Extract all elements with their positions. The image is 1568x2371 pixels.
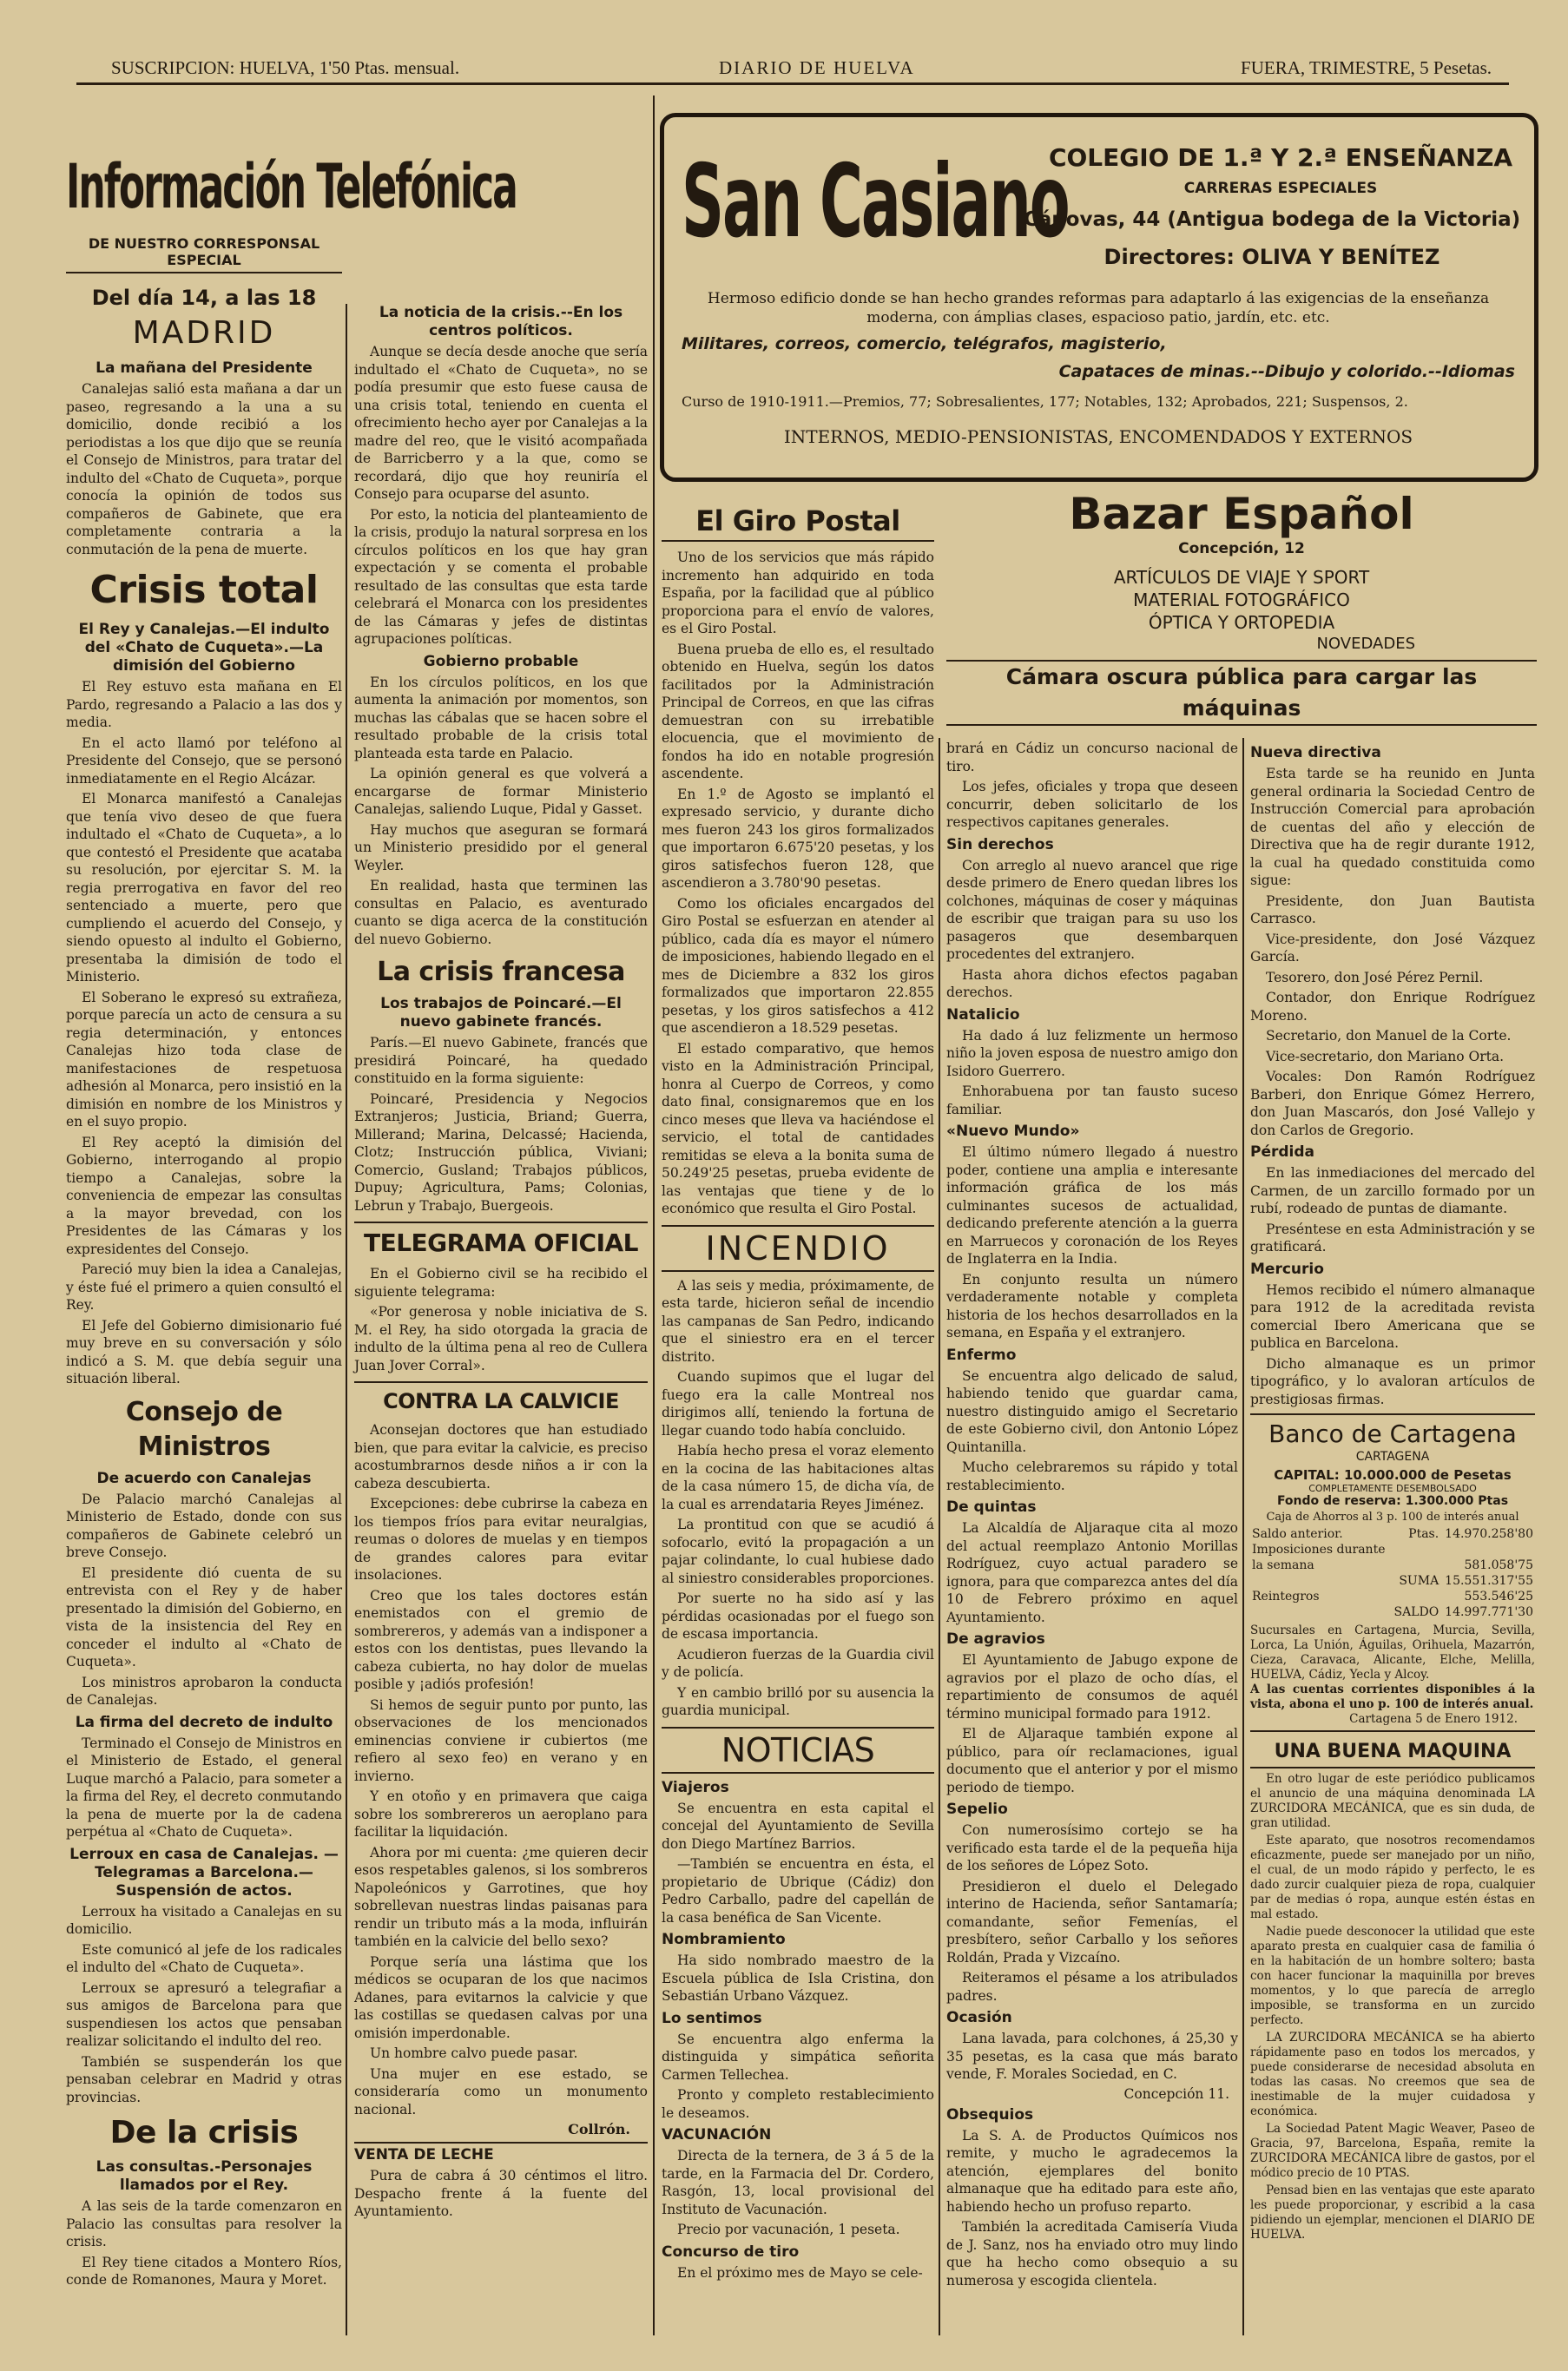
paragraph: Ha sido nombrado maestro de la Escuela pública de Isla Cristina, don Sebastián Urbano Vázquez. (662, 1953, 934, 2004)
ad-line: INTERNOS, MEDIO-PENSIONISTAS, ENCOMENDADOS Y EXTERNOS (783, 426, 1413, 447)
paragraph: La Alcaldía de Aljaraque cita al mozo del actual reemplazo Antonio Morillas Rodríguez, cuyo actual paradero se ignora, para que comparezca antes del día 10 de Febrero próximo en aquel Ayuntamiento. (946, 1520, 1238, 1625)
paragraph: Se encuentra algo enferma la distinguida y simpática señorita Carmen Tellechea. (662, 2031, 934, 2083)
balance-row (1250, 1526, 1535, 1542)
balance-label: Reintegros (1252, 1590, 1320, 1604)
paragraph: Los ministros aprobaron la conducta de Canalejas. (66, 1674, 342, 1708)
paragraph: Por suerte no ha sido así y las pérdidas ocasionadas por el fuego son de escasa importancia. (662, 1591, 934, 1642)
ad-line: Curso de 1910-1911.—Premios, 77; Sobresalientes, 177; Notables, 132; Aprobados, 221; Suspensos, 2. (682, 393, 1408, 410)
paragraph: Nadie puede desconocer la utilidad que este aparato presta en cualquier casa de familia ó en la habitación de un hombre soltero; basta con hacer funcionar la maquinilla por breves momentos, y lo que parecía de arreglo imposible, se transforma en un zurcido perfecto. (1250, 1925, 1535, 2027)
balance-row (1250, 1589, 1535, 1604)
headline: Consejo de Ministros (125, 1396, 283, 1462)
headline: TELEGRAMA OFICIAL (354, 1222, 648, 1260)
paragraph: En conjunto resulta un número verdaderamente notable y completa historia de los hechos desarrollados en la semana, en España y el extranjero. (946, 1271, 1238, 1340)
ad-title: Banco de Cartagena (1268, 1419, 1517, 1448)
paragraph: «Por generosa y noble iniciativa de S. M. el Rey, ha sido otorgada la gracia de indulto de la última pena al reo de Cullera Juan Jover Corral». (354, 1304, 648, 1373)
paragraph: Lerroux ha visitado a Canalejas en su domicilio. (66, 1903, 342, 1937)
paper-name: DIARIO DE HUELVA (719, 57, 915, 78)
ad-line: A las cuentas corrientes disponibles á la vista, abona el uno p. 100 de interés anual. (1250, 1683, 1535, 1711)
paragraph: El Rey estuvo esta mañana en El Pardo, regresando a Palacio a las dos y media. (66, 679, 342, 730)
paragraph: Tesorero, don José Pérez Pernil. (1266, 969, 1484, 985)
subheading: Ocasión (946, 2009, 1012, 2026)
paragraph: Vice-presidente, don José Vázquez García. (1250, 931, 1535, 965)
column-rule (939, 738, 940, 2335)
paragraph: De Palacio marchó Canalejas al Ministerio de Estado, donde con sus compañeros de Gabinete celebró un breve Consejo. (66, 1491, 342, 1560)
column-5 (1250, 740, 1535, 2340)
subheading: Mercurio (1250, 1260, 1324, 1278)
section-title: Información Telefónica (66, 152, 517, 223)
ad-line: COMPLETAMENTE DESEMBOLSADO (1308, 1483, 1477, 1494)
paragraph: Poincaré, Presidencia y Negocios Extranjeros; Justicia, Briand; Guerra, Millerand; Marina, Delcassé; Hacienda, Clotz; Instrucción pública, Viviani; Comercio, Gusland; Trabajos públicos, Dupuy; Agricultura, Pams; Colonias, Lebrun y Trabajo, Buergeois. (354, 1090, 648, 1214)
paragraph: Vice-secretario, don Mariano Orta. (1266, 1048, 1505, 1064)
subscription-outside: FUERA, TRIMESTRE, 5 Pesetas. (1241, 57, 1492, 78)
subheading: Enfermo (946, 1346, 1017, 1364)
subheading: Las consultas.-Personajes llamados por el Rey. (96, 2158, 313, 2194)
paragraph: Si hemos de seguir punto por punto, las observaciones de los mencionados eminencias conviene ir cubiertos (me refiero al sexo feo) en verano y en invierno. (354, 1696, 648, 1784)
paragraph: Presidente, don Juan Bautista Carrasco. (1250, 892, 1535, 926)
balance-value: 581.058'75 (1464, 1558, 1533, 1572)
column-4 (946, 740, 1238, 2340)
paragraph: A las seis y media, próximamente, de esta tarde, hicieron señal de incendio las campanas de San Pedro, indicando que el siniestro era en el tercer distrito. (662, 1277, 934, 1365)
balance-row (1250, 1604, 1535, 1620)
paragraph: Acudieron fuerzas de la Guardia civil y de policía. (662, 1646, 934, 1680)
paragraph: Pura de cabra á 30 céntimos el litro. Despacho frente á la fuente del Ayuntamiento. (354, 2168, 648, 2219)
paragraph: Creo que los tales doctores están enemistados con el gremio de sombrereros, y además van a indisponer a estos con los dentistas, pues llevando la cabeza cubierta, no hay dolor de muelas posible y ¡adiós profesión! (354, 1587, 648, 1692)
subheading: Lerroux en casa de Canalejas. —Telegramas a Barcelona.— Suspensión de actos. (69, 1845, 339, 1900)
subheading: Viajeros (662, 1778, 729, 1796)
paragraph: Lana lavada, para colchones, á 25,30 y 35 pesetas, es la casa que más barato vende, F. Morales Sociedad, en C. (946, 2031, 1238, 2082)
paragraph: Terminado el Consejo de Ministros en el Ministerio de Estado, el general Luque marchó a Palacio, para someter a la firma del Rey, el decreto conmutando la pena de muerte por la de cadena perpétua al «Chato de Cuqueta». (66, 1735, 342, 1840)
paragraph: En el Gobierno civil se ha recibido el siguiente telegrama: (354, 1266, 648, 1300)
balance-row (1250, 1573, 1535, 1589)
subheading: De acuerdo con Canalejas (96, 1469, 312, 1487)
paragraph: Enhorabuena por tan fausto suceso familiar. (946, 1083, 1238, 1117)
paragraph: Vocales: Don Ramón Rodríguez Barberi, don Enrique Gómez Herrero, don Juan Mascarós, don José Vallejo y don Carlos de Gregorio. (1250, 1069, 1535, 1138)
paragraph: En otro lugar de este periódico publicamos el anuncio de una máquina denominada LA ZURCIDORA MECÁNICA, que es sin duda, de gran utilidad. (1250, 1772, 1535, 1830)
balance-value: 14.970.258'80 (1445, 1527, 1533, 1541)
paragraph: Los jefes, oficiales y tropa que deseen concurrir, deben solicitarlo de los respectivos capitanes generales. (946, 779, 1238, 830)
ad-line: Cartagena 5 de Enero 1912. (1349, 1712, 1518, 1726)
subheading: Nombramiento (662, 1931, 786, 1948)
paragraph: Pensad bien en las ventajas que este aparato les puede proporcionar, y escribid a la casa pidiendo un ejemplar, mencionen el DIARIO DE HUELVA. (1250, 2183, 1535, 2242)
signature: Collrón. (568, 2121, 630, 2137)
ad-line: ARTÍCULOS DE VIAJE Y SPORT (1113, 567, 1370, 588)
paragraph: Preséntese en esta Administración y se gratificará. (1250, 1221, 1535, 1255)
subheading: Gobierno probable (423, 652, 579, 670)
paragraph: También la acreditada Camisería Viuda de J. Sanz, nos ha enviado otro muy lindo que ha hecho como obsequio a su numerosa y escogida clientela. (946, 2219, 1238, 2289)
paragraph: Hasta ahora dichos efectos pagaban derechos. (946, 966, 1238, 1000)
ad-line: Capataces de minas.--Dibujo y colorido.--Idiomas (1058, 362, 1515, 381)
paragraph: Mucho celebraremos su rápido y total restablecimiento. (946, 1459, 1238, 1493)
paragraph: París.—El nuevo Gabinete, francés que presidirá Poincaré, ha quedado constituido en la forma siguiente: (354, 1035, 648, 1086)
paragraph: Ahora por mi cuenta: ¿me quieren decir esos respetables galenos, si los sombreros Napoleónicos y Garrotines, que hoy sobrellevan nuestras lindas paisanas para rendir un tributo más a la moda, influirán también en la calvicie del bello sexo? (354, 1844, 648, 1949)
headline: La crisis francesa (377, 957, 625, 987)
balance-row (1250, 1558, 1535, 1573)
column-2 (354, 300, 648, 2340)
paragraph: Aconsejan doctores que han estudiado bien, que para evitar la calvicie, es preciso acostumbrarnos desde niños a ir con la cabeza descubierta. (354, 1422, 648, 1492)
ad-bazar-espanol (946, 488, 1537, 733)
ad-banco-cartagena (1250, 1413, 1535, 1732)
subheading: La firma del decreto de indulto (75, 1713, 333, 1731)
subheading: Nueva directiva (1250, 744, 1381, 761)
column-rule (1242, 738, 1244, 2335)
balance-unit (1391, 1542, 1440, 1558)
paragraph: El Rey tiene citados a Montero Ríos, conde de Romanones, Maura y Moret. (66, 2254, 342, 2288)
balance-unit (1391, 1558, 1440, 1573)
paragraph: Hay muchos que aseguran se formará un Ministerio presidido por el general Weyler. (354, 821, 648, 873)
subheading: De quintas (946, 1498, 1037, 1516)
paragraph: Reiteramos el pésame a los atribulados padres. (946, 1970, 1238, 2004)
subheading: El Rey y Canalejas.—El indulto del «Chato de Cuqueta».—La dimisión del Gobierno (78, 621, 330, 675)
subheading: Obsequios (946, 2105, 1034, 2124)
paragraph: Y en cambio brilló por su ausencia la guardia municipal. (662, 1684, 934, 1718)
paragraph: El presidente dió cuenta de su entrevista con el Rey y de haber presentado la dimisión del Gobierno, en vista de la insistencia del Rey en conceder el indulto al «Chato de Cuqueta». (66, 1564, 342, 1670)
paragraph: Este aparato, que nosotros recomendamos eficazmente, puede ser manejado por un niño, el cual, de un modo rápido y perfecto, le es dado zurcir cualquier pieza de ropa, cualquier par de medias ó ropa, aunque estén éstas en mal estado. (1250, 1834, 1535, 1921)
subheading: Concurso de tiro (662, 2243, 800, 2261)
paragraph: Directa de la ternera, de 3 á 5 de la tarde, en la Farmacia del Dr. Cordero, Rasgón, 13, local provisional del Instituto de Vacunación. (662, 2148, 934, 2217)
balance-label: la semana (1252, 1558, 1314, 1572)
paragraph: A las seis de la tarde comenzaron en Palacio las consultas para resolver la crisis. (66, 2198, 342, 2249)
ad-line: Caja de Ahorros al 3 p. 100 de interés anual (1266, 1511, 1519, 1524)
paragraph: Por esto, la noticia del planteamiento de la crisis, produjo la natural sorpresa en los círculos políticos en los que hay gran expectación y se comenta el probable resultado de las consultas que esta tarde celebrará el Monarca con los presidentes de las Cámaras y jefes de distintas agrupaciones políticas. (354, 506, 648, 647)
ad-line: COLEGIO DE 1.ª Y 2.ª ENSEÑANZA (1048, 143, 1513, 172)
ad-san-casiano (660, 113, 1538, 482)
section-subtitle: DE NUESTRO CORRESPONSAL ESPECIAL (66, 235, 342, 273)
balance-table (1250, 1526, 1535, 1620)
balance-value: 553.546'25 (1464, 1590, 1533, 1604)
subheading: Los trabajos de Poincaré.—El nuevo gabinete francés. (380, 995, 622, 1031)
subheading: VENTA DE LECHE (354, 2142, 648, 2164)
paragraph: Excepciones: debe cubrirse la cabeza en los tiempos fríos para evitar neuralgias, reumas o dolores de muelas y en tiempos de grandes calores para evitar insolaciones. (354, 1496, 648, 1583)
subheading: Lo sentimos (662, 2009, 762, 2027)
paragraph: Y en otoño y en primavera que caiga sobre los sombrereros un aeroplano para facilitar la liquidación. (354, 1788, 648, 1840)
paragraph: La Sociedad Patent Magic Weaver, Paseo de Gracia, 97, Barcelona, España, remite la ZURCIDORA MECÁNICA libre de gastos, por el módico precio de 10 PTAS. (1250, 2122, 1535, 2180)
paragraph: Se encuentra en esta capital el concejal del Ayuntamiento de Sevilla don Diego Martínez Barrios. (662, 1800, 934, 1852)
paragraph: —También se encuentra en ésta, el propietario de Ubrique (Cádiz) don Pedro Carballo, padre del capellán de la casa benéfica de San Vicente. (662, 1856, 934, 1926)
paragraph: En el próximo mes de Mayo se cele- (677, 2264, 923, 2281)
masthead (76, 50, 1509, 85)
paragraph: Lerroux se apresuró a telegrafiar a sus amigos de Barcelona para que suspendiesen los actos que pensaban realizar solicitando el indulto del reo. (66, 1979, 342, 2049)
ad-title: San Casiano (682, 144, 1069, 261)
paragraph: Cuando supimos que el lugar del fuego era la calle Montreal nos dirigimos allí, teniendo la fortuna de llegar cuando todo había concluido. (662, 1369, 934, 1439)
paragraph: En realidad, hasta que terminen las consultas en Palacio, es aventurado cuanto se diga acerca de la constitución del nuevo Gobierno. (354, 878, 648, 947)
balance-unit: Ptas. (1408, 1527, 1440, 1541)
paragraph: Presidieron el duelo el Delegado interino de Hacienda, señor Santamaría; comandante, señor Femenías, el presbítero, señor Carballo y los señores Roldán, Prada y Vizcaíno. (946, 1878, 1238, 1966)
paragraph: Canalejas salió esta mañana a dar un paseo, regresando a la una a su domicilio, donde recibió a los periodistas a los que dijo que se reunía el Consejo de Ministros, para tratar del indulto del «Chato de Cuqueta», porque conocía la opinión de todos sus compañeros de Gabinete, que era completamente contraria a la conmutación de la pena de muerte. (66, 381, 342, 557)
paragraph: También se suspenderán los que pensaban celebrar en Madrid y otras provincias. (66, 2053, 342, 2105)
paragraph: Con numerosísimo cortejo se ha verificado esta tarde el de la pequeña hija de los señores de López Soto. (946, 1822, 1238, 1874)
paragraph: El Jefe del Gobierno dimisionario fué muy breve en su conversación y sólo indicó a S. M. que debía seguir una situación liberal. (66, 1317, 342, 1386)
column-rule (346, 304, 347, 2335)
headline: Crisis total (89, 568, 319, 612)
ad-line: CARRERAS ESPECIALES (1183, 180, 1378, 197)
address-line: Concepción 11. (1123, 2085, 1229, 2102)
balance-label: Imposiciones durante (1252, 1543, 1386, 1557)
paragraph: El de Aljaraque también expone al público, para oír reclamaciones, igual documento que el anterior y por el mismo periodo de tiempo. (946, 1726, 1238, 1795)
ad-line: Fondo de reserva: 1.300.000 Ptas (1276, 1494, 1509, 1508)
ad-line: ÓPTICA Y ORTOPEDIA (1148, 612, 1335, 633)
subheading: De agravios (946, 1630, 1045, 1648)
paragraph: En los círculos políticos, en los que aumenta la animación por momentos, son muchas las cábalas que se hacen sobre el resultado probable de la crisis total planteada esta tarde en Palacio. (354, 674, 648, 761)
ad-line: Hermoso edificio donde se han hecho grandes reformas para adaptarlo á las exigencias de la enseñanza moderna, con ámplias clases, espacioso patio, jardín, etc. etc. (707, 290, 1490, 326)
paragraph: Aunque se decía desde anoche que sería indultado el «Chato de Cuqueta», no se podía presumir que esto fuese causa de una crisis total, teniendo en cuenta el ofrecimiento hecho ayer por Canalejas a la madre del reo, que le visitó acompañada de Barricberro y a la que, como se recordará, dijo que hoy reuniría el Consejo para ocuparse del asunto. (354, 344, 648, 502)
paragraph: Dicho almanaque es un primor tipográfico, y lo avaloran artículos de prestigiosas firmas. (1250, 1355, 1535, 1407)
paragraph: Una mujer en ese estado, se consideraría como un monumento nacional. (354, 2065, 648, 2117)
paragraph: Se encuentra algo delicado de salud, habiendo tenido que guardar cama, nuestro distinguido amigo el Secretario de este Gobierno civil, don Antonio López Quintanilla. (946, 1367, 1238, 1455)
subheading: Natalicio (946, 1005, 1020, 1024)
ad-line: Directores: OLIVA Y BENÍTEZ (1104, 245, 1440, 269)
dateline: Del día 14, a las 18 (91, 286, 317, 310)
paragraph: Pronto y completo restablecimiento le deseamos. (662, 2087, 934, 2121)
paragraph: El Rey aceptó la dimisión del Gobierno, interrogando al propio tiempo a Canalejas, sobre la conveniencia de empezar las consultas a la mayor brevedad, con los Presidentes de las Cámaras y los expresidentes del Consejo. (66, 1134, 342, 1257)
headline: UNA BUENA MAQUINA (1250, 1737, 1535, 1768)
paragraph: La prontitud con que se acudió á sofocarlo, evitó la propagación a un pajar colindante, lo cual hubiese dado al siniestro considerables proporciones. (662, 1517, 934, 1586)
balance-value: 14.997.771'30 (1445, 1605, 1533, 1619)
ad-line: Sucursales en Cartagena, Murcia, Sevilla, Lorca, La Unión, Águilas, Orihuela, Mazarrón, Cieza, Caravaca, Alicante, Elche, Melilla, HUELVA, Cádiz, Yecla y Alcoy. (1250, 1623, 1535, 1682)
headline: CONTRA LA CALVICIE (354, 1381, 648, 1416)
subscription-local: SUSCRIPCION: HUELVA, 1'50 Ptas. mensual. (111, 57, 460, 78)
headline: El Giro Postal (662, 502, 934, 542)
balance-unit: SALDO (1393, 1605, 1440, 1619)
ad-address: Concepción, 12 (1178, 540, 1305, 557)
paragraph: Contador, don Enrique Rodríguez Moreno. (1250, 990, 1535, 1024)
paragraph: Como los oficiales encargados del Giro Postal se esfuerzan en atender al público, cada día es mayor el número de imposiciones, habiendo llegado en el mes de Diciembre a 832 los giros formalizados que importaron 22.855 pesetas, y los giros satisfechos a 412 que ascendieron a 18.529 pesetas. (662, 895, 934, 1036)
paragraph: El estado comparativo, que hemos visto en la Administración Principal, honra al Cuerpo de Correos, y como dato final, consignaremos que en los cinco meses que lleva va haciéndose el servicio, el total de cantidades remitidas se eleva a la bonita suma de 50.249'25 pesetas, prueba evidente de las ventajas que tiene y de lo económico que resulta el Giro Postal. (662, 1040, 934, 1216)
paragraph: El Ayuntamiento de Jabugo expone de agravios por el plazo de ocho días, el repartimiento de consumos de aquél término municipal formado para 1912. (946, 1652, 1238, 1722)
paragraph: En 1.º de Agosto se implantó el expresado servicio, y durante dicho mes fueron 243 los giros formalizados que importaron 6.675'20 pesetas, y los giros satisfechos fueron 128, que ascendieron a 3.780'90 pesetas. (662, 786, 934, 891)
subheading: Pérdida (1250, 1143, 1315, 1161)
paragraph: La S. A. de Productos Químicos nos remite, y mucho le agradecemos la atención, ejemplares del bonito almanaque que ha editado para este año, habiendo hecho un profuso reparto. (946, 2127, 1238, 2215)
balance-value (1440, 1542, 1535, 1558)
headline: INCENDIO (662, 1225, 934, 1272)
subheading: VACUNACIÓN (662, 2126, 772, 2144)
balance-value: 15.551.317'55 (1445, 1574, 1533, 1588)
paragraph: Ha dado á luz felizmente un hermoso niño la joven esposa de nuestro amigo don Isidoro Guerrero. (946, 1027, 1238, 1079)
paragraph: El último número llegado á nuestro poder, contiene una amplia e interesante información gráfica de los más culminantes sucesos de actualidad, dedicando preferente atención a la guerra en Marruecos y coronación de los Reyes de Inglaterra en la India. (946, 1144, 1238, 1267)
headline: NOTICIAS (662, 1727, 934, 1774)
paragraph: En el acto llamó por teléfono al Presidente del Consejo, que se personó inmediatamente en el Regio Alcázar. (66, 734, 342, 787)
column-rule (653, 95, 655, 2335)
subheading: «Nuevo Mundo» (946, 1123, 1080, 1140)
paragraph: El Monarca manifestó a Canalejas que tenía vivo deseo de que fuera indultado el «Chato de Cuqueta», a lo que contestó el Presidente que acataba su resolución, por ejercitar S. M. la regia prerrogativa en favor del reo sentenciado a muerte, pero que cumpliendo el acuerdo del Consejo, y siendo opuesto al indulto el Gobierno, presentaba la dimisión de todo el Ministerio. (66, 791, 342, 985)
balance-label: Saldo anterior. (1252, 1527, 1343, 1541)
paragraph: La opinión general es que volverá a encargarse de formar Ministerio Canalejas, saliendo Luque, Pidal y Gasset. (354, 766, 648, 817)
paragraph: Este comunicó al jefe de los radicales el indulto del «Chato de Cuqueta». (66, 1941, 342, 1975)
city: MADRID (132, 315, 276, 351)
paragraph: Había hecho presa el voraz elemento en la cocina de las habitaciones altas de la casa número 15, de dicha vía, de la cual es arrendataria Reyes Jiménez. (662, 1443, 934, 1512)
paragraph: brará en Cádiz un concurso nacional de tiro. (946, 741, 1238, 774)
paragraph: Secretario, don Manuel de la Corte. (1266, 1028, 1512, 1044)
balance-label (1250, 1604, 1391, 1620)
column-3 (662, 495, 934, 2340)
balance-label (1250, 1573, 1391, 1589)
paragraph: Precio por vacunación, 1 peseta. (677, 2222, 900, 2237)
paragraph: Uno de los servicios que más rápido incremento han adquirido en toda España, por la facilidad que al público proporciona para el envío de valores, es el Giro Postal. (662, 550, 934, 636)
ad-line: NOVEDADES (1316, 635, 1415, 653)
balance-unit (1391, 1589, 1440, 1604)
paragraph: LA ZURCIDORA MECÁNICA se ha abierto rápidamente paso en todos los mercados, y puede considerarse de necesidad absoluta en todas las casas. No creemos que sea de inestimable de la mujer cuidadosa y económica. (1250, 2031, 1535, 2118)
balance-unit: SUMA (1399, 1574, 1440, 1588)
paragraph: Hemos recibido el número almanaque para 1912 de la acreditada revista comercial Ibero Americana que se publica en Barcelona. (1250, 1281, 1535, 1351)
ad-line: CAPITAL: 10.000.000 de Pesetas (1274, 1467, 1512, 1483)
headline: De la crisis (109, 2115, 299, 2150)
paragraph: Pareció muy bien la idea a Canalejas, y éste fué el primero a quien consultó el Rey. (66, 1261, 342, 1313)
paragraph: Buena prueba de ello es, el resultado obtenido en Huelva, según los datos facilitados por la Administración Principal de Correos, en que las cifras demuestran con su irrebatible elocuencia, que el movimiento de fondos ha ido en notable progresión ascendente. (662, 641, 934, 781)
paragraph: El Soberano le expresó su extrañeza, porque parecía un acto de censura a su regia determinación, y entonces Canalejas hizo toda clase de manifestaciones de respetuosa adhesión al Monarca, pero insistió en la dimisión en nombre de los Ministros y en el suyo propio. (66, 989, 342, 1130)
ad-line: MATERIAL FOTOGRÁFICO (1133, 589, 1350, 610)
paragraph: Porque sería una lástima que los médicos se ocuparan de los que nacimos Adanes, para evitarnos la calvicie y que las costillas se quedasen calvas por una omisión imperdonable. (354, 1953, 648, 2041)
ad-line: CARTAGENA (1355, 1450, 1430, 1464)
ad-line: Cámara oscura pública para cargar las máquinas (946, 660, 1537, 726)
paragraph: En las inmediaciones del mercado del Carmen, de un zarcillo formado por un rubí, rodeado de puntas de diamante. (1250, 1165, 1535, 1216)
balance-row (1250, 1542, 1535, 1558)
ad-title: Bazar Español (1069, 489, 1414, 539)
ad-line: Cánovas, 44 (Antigua bodega de la Victoria) (1023, 208, 1521, 231)
subheading: Sin derechos (946, 835, 1054, 853)
ad-line: Militares, correos, comercio, telégrafos, magisterio, (682, 334, 1167, 353)
paragraph: Un hombre calvo puede pasar. (370, 2045, 578, 2061)
subheading: La mañana del Presidente (96, 359, 313, 377)
paragraph: Con arreglo al nuevo arancel que rige desde primero de Enero quedan libres los colchones, máquinas de coser y máquinas de escribir que traigan para su uso los pasageros que desembarquen procedentes del extranjero. (946, 857, 1238, 962)
subheading: La noticia de la crisis.--En los centros políticos. (379, 304, 623, 339)
subheading: Sepelio (946, 1801, 1008, 1818)
paragraph: Esta tarde se ha reunido en Junta general ordinaria la Sociedad Centro de Instrucción Comercial para aprobación de cuentas del año y elección de Directiva que ha de regir durante 1912, la cual ha quedado constituida como sigue: (1250, 766, 1535, 888)
